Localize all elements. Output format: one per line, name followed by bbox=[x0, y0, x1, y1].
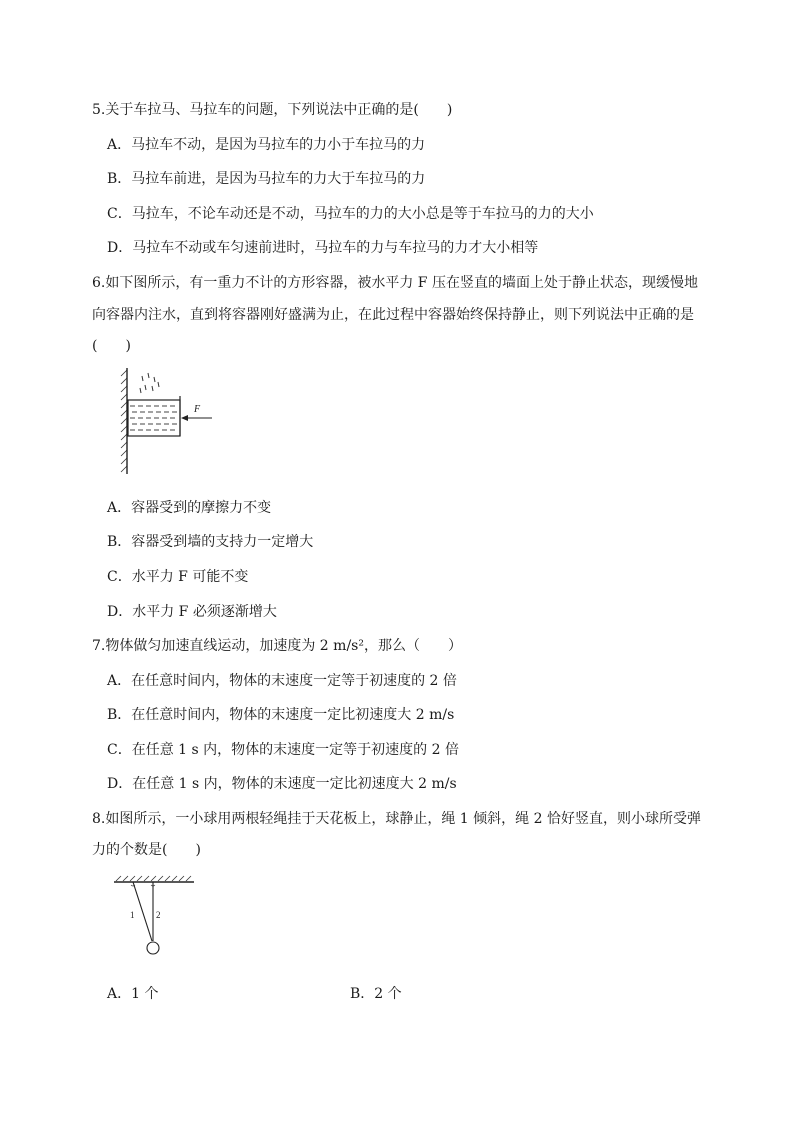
q6-option-c: C．水平力 F 可能不变 bbox=[107, 569, 249, 585]
q6-stem-line-2: 向容器内注水，直到将容器刚好盛满为止，在此过程中容器始终保持静止，则下列说法中正确的是 bbox=[92, 307, 694, 323]
q7-option-b: B．在任意时间内，物体的末速度一定比初速度大 2 m/s bbox=[107, 707, 455, 723]
water-lines bbox=[130, 406, 178, 430]
q5-option-b: B．马拉车前进，是因为马拉车的力大于车拉马的力 bbox=[107, 171, 426, 187]
q6-option-b: B．容器受到墙的支持力一定增大 bbox=[107, 534, 314, 550]
q8-stem-line-1: 8.如图所示，一小球用两根轻绳挂于天花板上，球静止，绳 1 倾斜，绳 2 恰好竖直，则小球所受弹 bbox=[92, 811, 701, 827]
q5-option-a: A．马拉车不动，是因为马拉车的力小于车拉马的力 bbox=[107, 137, 426, 153]
ball bbox=[147, 942, 159, 954]
q8-stem-line-2: 力的个数是( ) bbox=[92, 842, 201, 858]
ceiling-hatching bbox=[116, 876, 191, 881]
q6-container-figure bbox=[118, 368, 218, 476]
q7-option-c: C．在任意 1 s 内，物体的末速度一定等于初速度的 2 倍 bbox=[107, 742, 459, 758]
water-drops bbox=[140, 373, 159, 393]
q5-stem: 5.关于车拉马、马拉车的问题，下列说法中正确的是( ) bbox=[92, 102, 453, 118]
force-label: F bbox=[194, 404, 201, 415]
q5-option-c: C．马拉车，不论车动还是不动，马拉车的力的大小总是等于车拉马的力的大小 bbox=[107, 206, 594, 222]
q7-option-d: D．在任意 1 s 内，物体的末速度一定比初速度大 2 m/s bbox=[107, 776, 457, 792]
q7-stem: 7.物体做匀加速直线运动，加速度为 2 m/s²，那么（ ） bbox=[92, 638, 462, 654]
rope-1 bbox=[133, 882, 152, 941]
q6-option-d: D．水平力 F 必须逐渐增大 bbox=[107, 604, 277, 620]
rope-1-label: 1 bbox=[130, 910, 135, 920]
q6-stem-line-1: 6.如下图所示，有一重力不计的方形容器，被水平力 F 压在竖直的墙面上处于静止状态，现缓慢地 bbox=[92, 275, 698, 291]
q6-option-a: A．容器受到的摩擦力不变 bbox=[107, 500, 272, 516]
q8-option-a: A．1 个 bbox=[107, 986, 159, 1002]
q5-option-d: D．马拉车不动或车匀速前进时，马拉车的力与车拉马的力才大小相等 bbox=[107, 240, 539, 256]
wall-hatching bbox=[121, 370, 127, 472]
q7-option-a: A．在任意时间内，物体的末速度一定等于初速度的 2 倍 bbox=[107, 673, 457, 689]
q8-ball-figure bbox=[112, 875, 198, 957]
q6-stem-line-3: ( ) bbox=[92, 338, 131, 354]
rope-2-label: 2 bbox=[156, 910, 161, 920]
q8-option-b: B．2 个 bbox=[350, 986, 402, 1002]
